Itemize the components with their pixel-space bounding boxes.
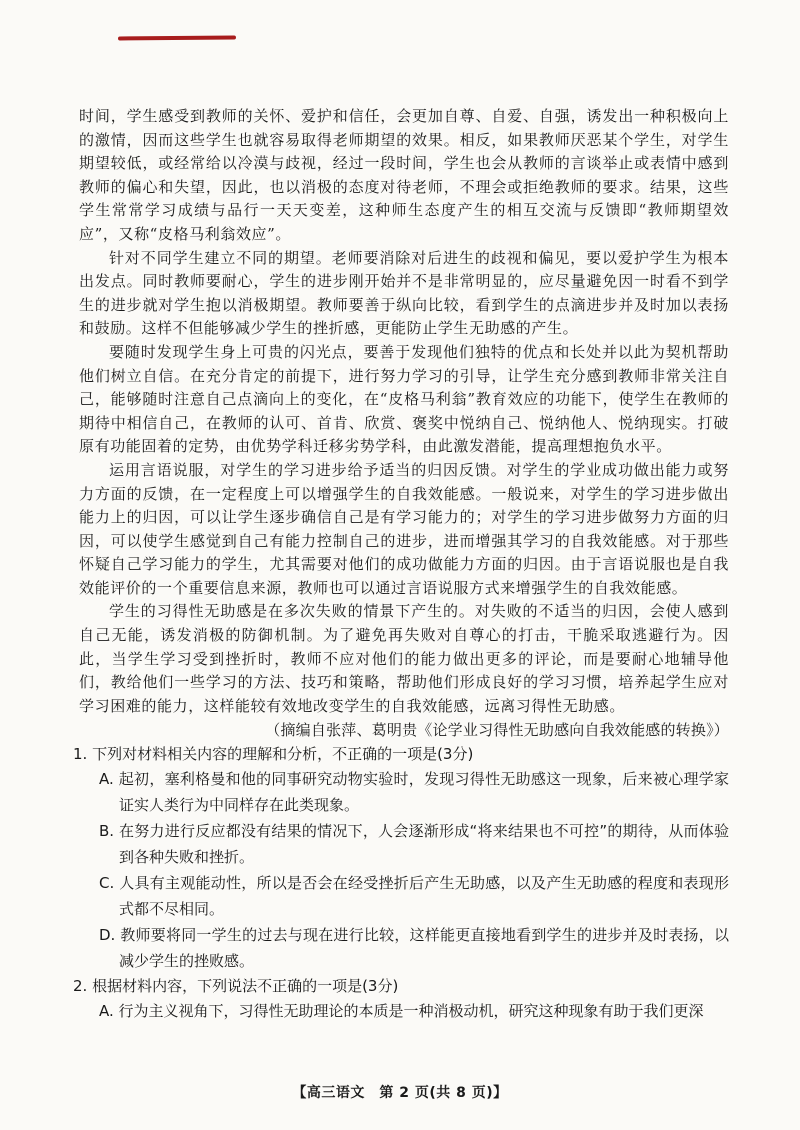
question-1-option-a: A. 起初，塞利格曼和他的同事研究动物实验时，发现习得性无助感这一现象，后来被心理学家证实人类行为中同样存在此类现象。	[99, 770, 729, 815]
question-1-option-d: D. 教师要将同一学生的过去与现在进行比较，这样能更直接地看到学生的进步并及时表扬，以减少学生的挫败感。	[99, 926, 729, 971]
paragraph-1: 时间，学生感受到教师的关怀、爱护和信任，会更加自尊、自爱、自强，诱发出一种积极向上的激情，因而这些学生也就容易取得老师期望的效果。相反，如果教师厌恶某个学生，对学生期望较低，或经常给以冷漠与歧视，经过一段时间，学生也会从教师的言谈举止或表情中感到教师的偏心和失望，因此，也以消极的态度对待老师，不理会或拒绝教师的要求。结果，这些学生常常学习成绩与品行一天天变差，这种师生态度产生的相互交流与反馈即“教师期望效应”，又称“皮格马利翁效应”。	[79, 107, 729, 243]
paragraph-2: 针对不同学生建立不同的期望。老师要消除对后进生的歧视和偏见，要以爱护学生为根本出发点。同时教师要耐心，学生的进步刚开始并不是非常明显的，应尽量避免因一时看不到学生的进步就对学生抱以消极期望。教师要善于纵向比较，看到学生的点滴进步并及时加以表扬和鼓励。这样不但能够减少学生的挫折感，更能防止学生无助感的产生。	[79, 248, 729, 338]
page-footer: 【高三语文 第 2 页(共 8 页)】	[292, 1085, 508, 1101]
question-1-option-c: C. 人具有主观能动性，所以是否会在经受挫折后产生无助感，以及产生无助感的程度和表现形式都不尽相同。	[99, 874, 729, 919]
question-1-stem: 1. 下列对材料相关内容的理解和分析，不正确的一项是(3分)	[73, 745, 474, 764]
paragraph-3: 要随时发现学生身上可贵的闪光点，要善于发现他们独特的优点和长处并以此为契机帮助他们树立自信。在充分肯定的前提下，进行努力学习的引导，让学生充分感到教师非常关注自己，能够随时注意自己点滴向上的变化，在“皮格马利翁”教育效应的功能下，使学生在教师的期待中相信自己，在教师的认可、首肯、欣赏、褒奖中悦纳自己、悦纳他人、悦纳现实。打破原有功能固着的定势，由优势学科迁移劣势学科，由此激发潜能，提高理想抱负水平。	[79, 342, 729, 456]
red-pen-mark	[118, 35, 236, 40]
paragraph-5: 学生的习得性无助感是在多次失败的情景下产生的。对失败的不适当的归因，会使人感到自己无能，诱发消极的防御机制。为了避免再失败对自尊心的打击，干脆采取逃避行为。因此，当学生学习受到挫折时，教师不应对他们的能力做出更多的评论，而是要耐心地辅导他们，教给他们一些学习的方法、技巧和策略，帮助他们形成良好的学习习惯，培养起学生应对学习困难的能力，这样能较有效地改变学生的自我效能感，远离习得性无助感。	[79, 602, 729, 715]
question-2-option-a: A. 行为主义视角下，习得性无助理论的本质是一种消极动机，研究这种现象有助于我们更深	[99, 1002, 704, 1021]
question-1-option-b: B. 在努力进行反应都没有结果的情况下，人会逐渐形成“将来结果也不可控”的期待，从而体验到各种失败和挫折。	[99, 822, 729, 867]
page-content	[73, 105, 729, 1024]
source-citation: （摘编自张萍、葛明贵《论学业习得性无助感向自我效能感的转换》）	[265, 721, 729, 740]
paragraph-4: 运用言语说服，对学生的学习进步给予适当的归因反馈。对学生的学业成功做出能力或努力方面的反馈，在一定程度上可以增强学生的自我效能感。一般说来，对学生的学习进步做出能力上的归因，可以让学生逐步确信自己是有学习能力的；对学生的学习进步做努力方面的归因，可以使学生感觉到自己有能力控制自己的进步，进而增强其学习的自我效能感。对于那些怀疑自己学习能力的学生，尤其需要对他们的成功做能力方面的归因。由于言语说服也是自我效能评价的一个重要信息来源，教师也可以通过言语说服方式来增强学生的自我效能感。	[79, 460, 729, 597]
question-2-stem: 2. 根据材料内容，下列说法不正确的一项是(3分)	[73, 977, 399, 996]
